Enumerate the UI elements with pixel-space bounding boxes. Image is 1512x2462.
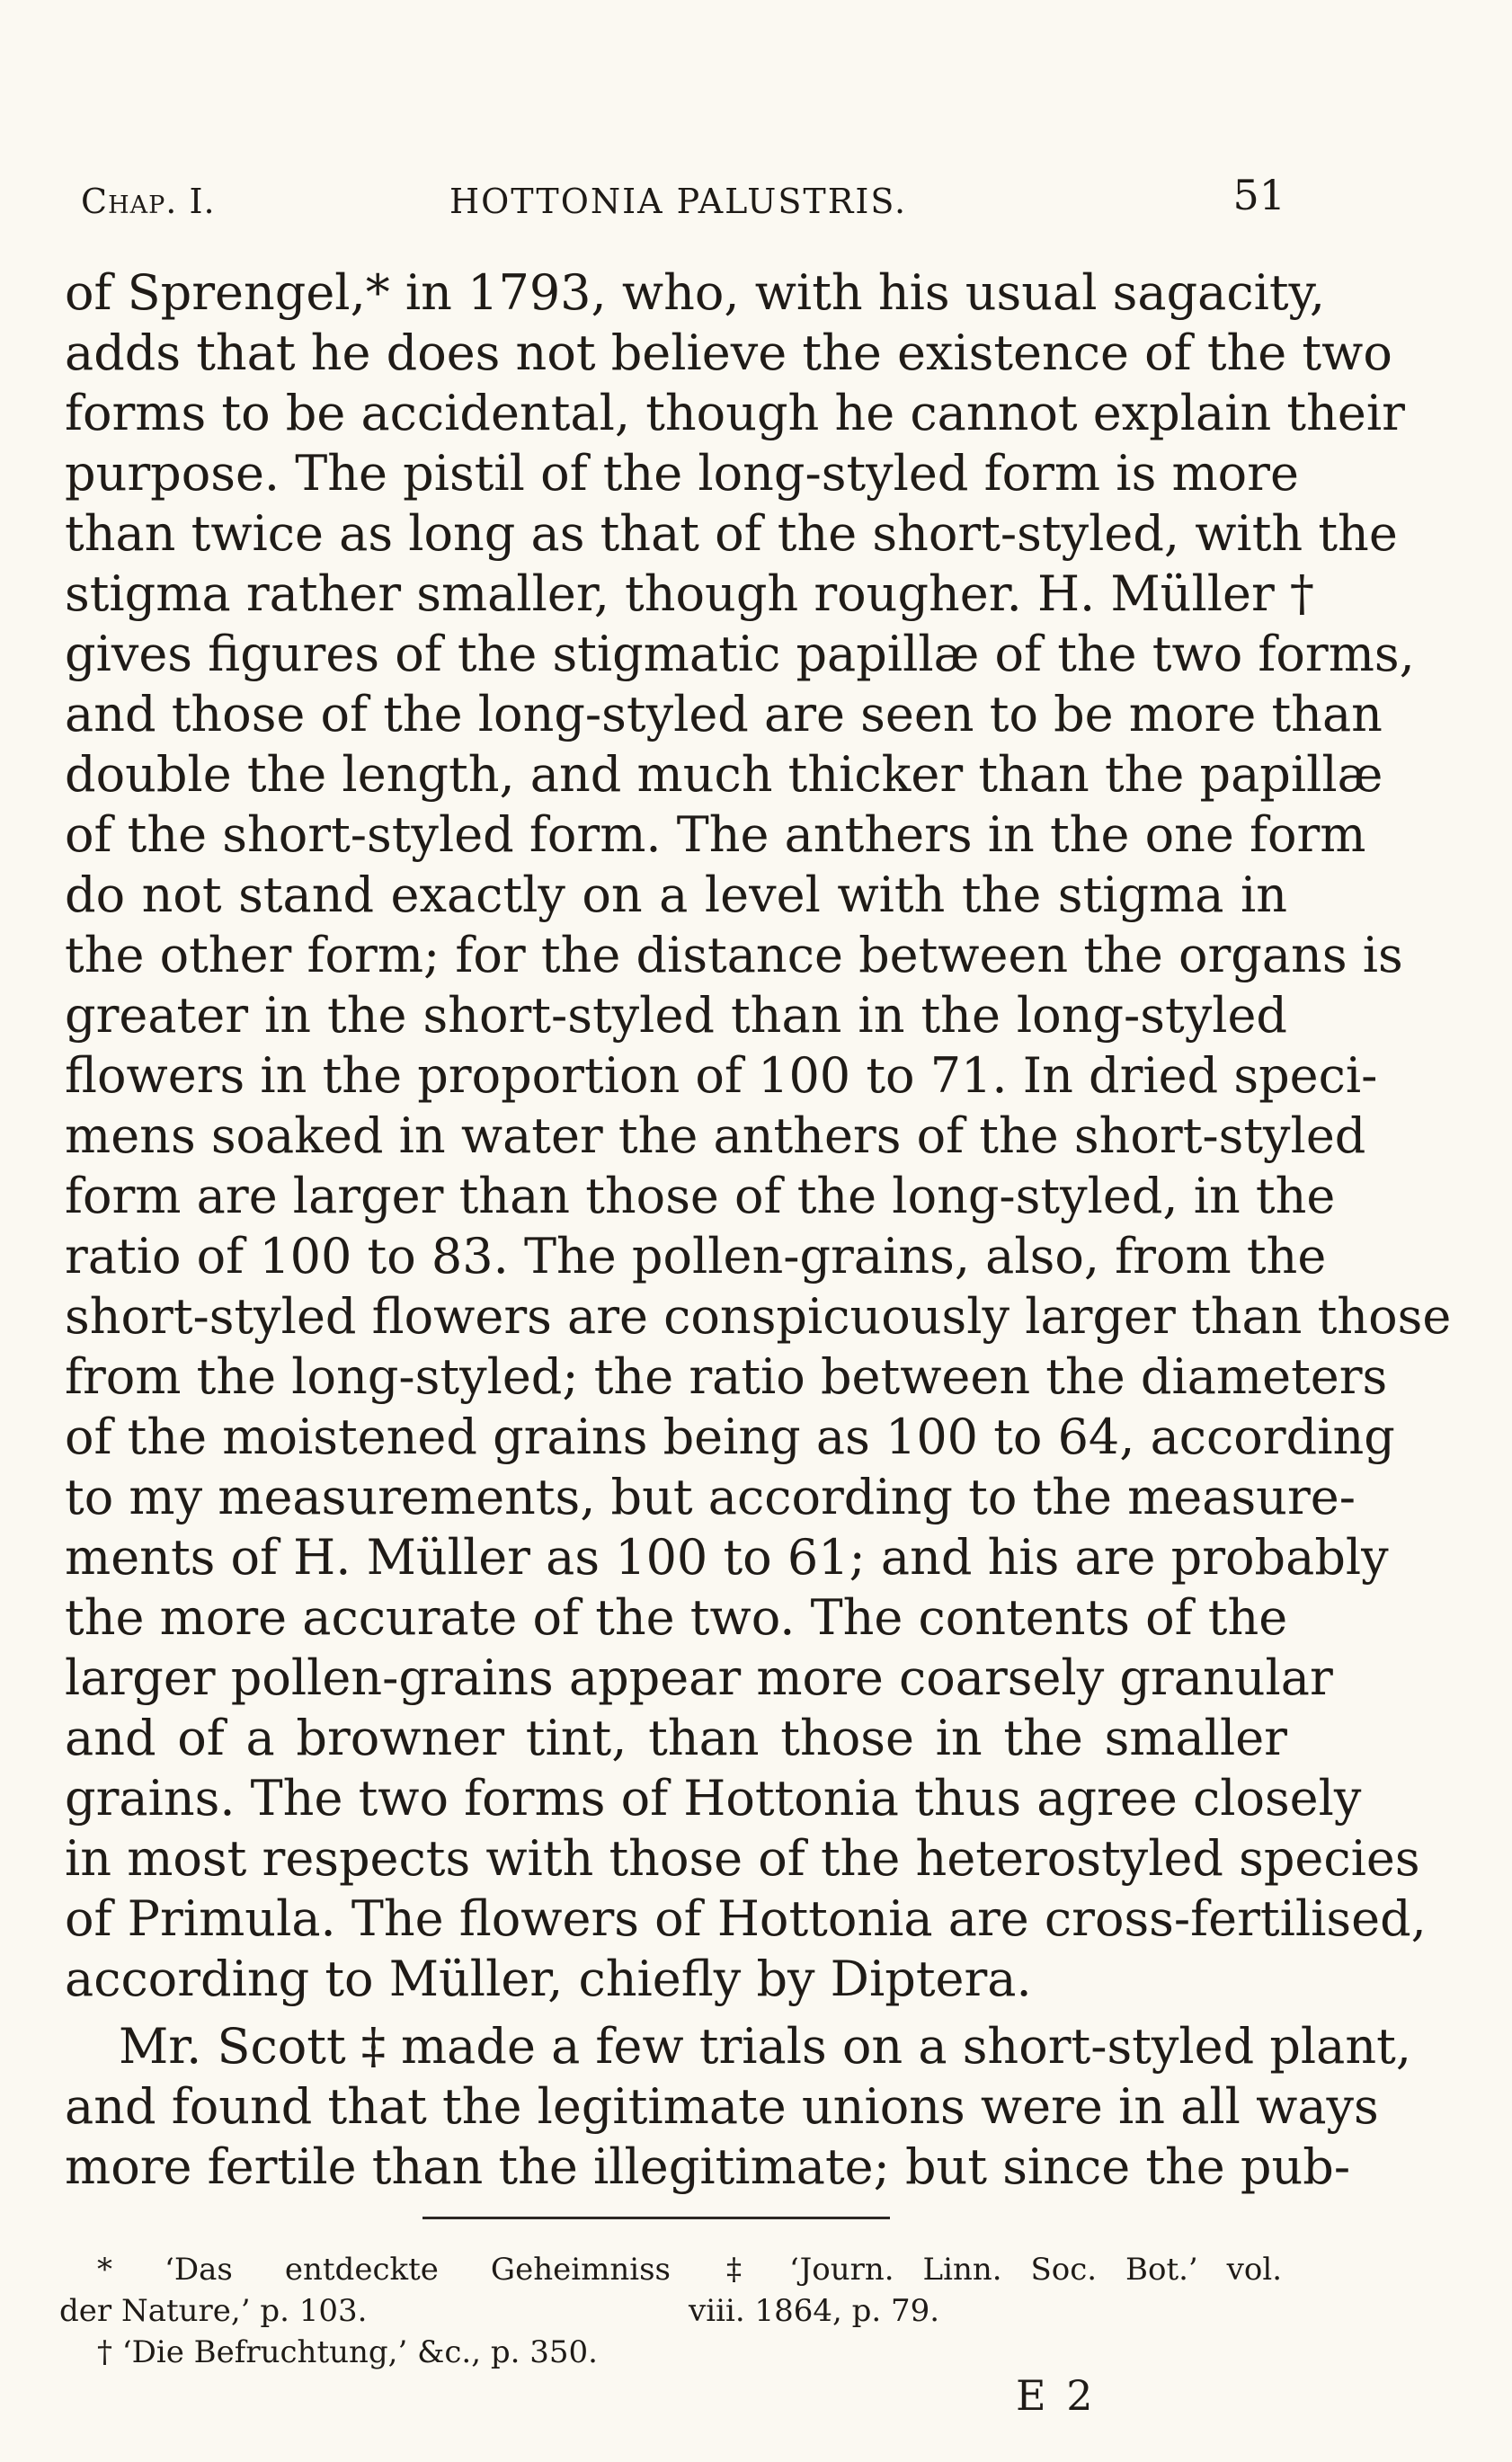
text-line: Mr. Scott ‡ made a few trials on a short-styled plant,	[119, 2018, 1412, 2075]
footnote-column-right	[689, 2249, 1282, 2332]
text-line: in most respects with those of the heterostyled species	[65, 1830, 1420, 1887]
footnote-line: * ‘Das entdeckte Geheimniss	[97, 2252, 671, 2288]
running-title: HOTTONIA PALUSTRIS.	[449, 182, 908, 221]
text-line: than twice as long as that of the short-styled, with the	[65, 505, 1398, 562]
footnote-column-left	[59, 2249, 671, 2373]
footnote-line: ‡ ‘Journ. Linn. Soc. Bot.’ vol.	[726, 2252, 1282, 2288]
text-line: more fertile than the illegitimate; but since the pub-	[65, 2138, 1351, 2195]
text-line: of Primula. The flowers of Hottonia are cross-fertilised,	[65, 1890, 1427, 1947]
text-line: and of a browner tint, than those in the smaller	[65, 1710, 1287, 1766]
text-line: to my measurements, but according to the measure-	[65, 1469, 1356, 1525]
text-line: and those of the long-styled are seen to be more than	[65, 686, 1383, 742]
text-line: double the length, and much thicker than the papillæ	[65, 746, 1383, 803]
text-line: form are larger than those of the long-styled, in the	[65, 1168, 1336, 1224]
text-line: the more accurate of the two. The contents of the	[65, 1589, 1288, 1646]
text-line: the other form; for the distance between the organs is	[65, 927, 1403, 983]
footnote-line: der Nature,’ p. 103.	[59, 2293, 368, 2329]
text-line: of the moistened grains being as 100 to 64, according	[65, 1409, 1395, 1465]
text-line: forms to be accidental, though he cannot explain their	[65, 385, 1405, 441]
text-line: do not stand exactly on a level with the stigma in	[65, 867, 1287, 923]
main-text	[65, 262, 1452, 2197]
running-header	[81, 171, 1285, 234]
footnote-divider	[422, 2217, 890, 2219]
text-line: short-styled flowers are conspicuously larger than those	[65, 1288, 1452, 1345]
footnote-line: viii. 1864, p. 79.	[689, 2293, 940, 2329]
text-line: of the short-styled form. The anthers in the one form	[65, 806, 1366, 863]
text-line: purpose. The pistil of the long-styled form is more	[65, 445, 1299, 502]
text-line: ratio of 100 to 83. The pollen-grains, also, from the	[65, 1228, 1327, 1284]
text-line: of Sprengel,* in 1793, who, with his usual sagacity,	[65, 264, 1326, 321]
footnotes	[59, 2249, 1284, 2375]
text-line: gives figures of the stigmatic papillæ of the two forms,	[65, 626, 1415, 682]
chapter-label: Chap. I.	[81, 182, 216, 221]
text-line: mens soaked in water the anthers of the short-styled	[65, 1107, 1366, 1164]
text-line: grains. The two forms of Hottonia thus agree closely	[65, 1770, 1362, 1827]
paragraph-gap	[65, 2009, 1287, 2016]
page-number: 51	[1232, 171, 1285, 219]
text-line: adds that he does not believe the existence of the two	[65, 324, 1392, 381]
text-line: from the long-styled; the ratio between the diameters	[65, 1348, 1388, 1405]
signature-mark: E 2	[1016, 2371, 1097, 2420]
text-line: and found that the legitimate unions were in all ways	[65, 2078, 1379, 2135]
text-line: according to Müller, chiefly by Diptera.	[65, 1951, 1032, 2007]
text-line: greater in the short-styled than in the long-styled	[65, 987, 1287, 1044]
text-line: ments of H. Müller as 100 to 61; and his are probably	[65, 1529, 1389, 1586]
text-line: flowers in the proportion of 100 to 71. In dried speci-	[65, 1047, 1378, 1104]
footnote-line: † ‘Die Befruchtung,’ &c., p. 350.	[97, 2334, 598, 2370]
text-line: larger pollen-grains appear more coarsely granular	[65, 1649, 1333, 1706]
text-line: stigma rather smaller, though rougher. H. Müller †	[65, 565, 1314, 622]
